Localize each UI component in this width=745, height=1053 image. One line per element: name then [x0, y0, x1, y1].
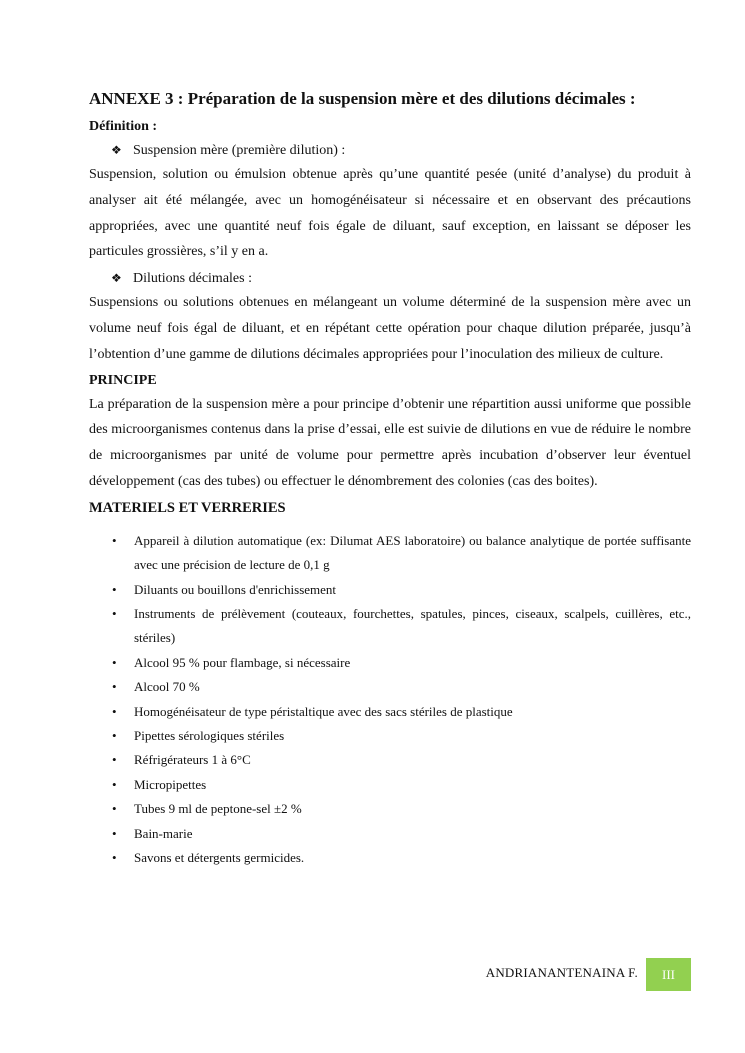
- list-item: • Homogénéisateur de type péristaltique avec des sacs stériles de plastique: [89, 700, 691, 724]
- suspension-mere-text: Suspension, solution ou émulsion obtenue après qu’une quantité pesée (unité d’analyse) du produit à analyser ait été mélangée, avec un homogénéisateur si nécessaire et en observant des précautions appropriées, avec une quantité neuf fois égale de diluant, sauf exception, en laissant se déposer les particules grossières, s’il y en a.: [89, 167, 691, 260]
- round-bullet-icon: •: [112, 825, 117, 841]
- round-bullet-icon: •: [112, 532, 117, 548]
- principe-text: La préparation de la suspension mère a pour principe d’obtenir une répartition aussi uniforme que possible des microorganismes contenus dans la prise d’essai, elle est suivie de dilutions en vue de réduire le nombre de microorganismes par unité de volume pour permettre après incubation d’observer leur éventuel développement (cas des tubes) ou effectuer le dénombrement des colonies (cas des boites).: [89, 396, 691, 489]
- diamond-bullet-icon: ❖: [111, 143, 122, 157]
- page-number-badge: III: [646, 958, 691, 991]
- suspension-mere-label: Suspension mère (première dilution) :: [133, 143, 346, 158]
- principe-heading: PRINCIPE: [89, 372, 157, 388]
- round-bullet-icon: •: [112, 776, 117, 792]
- round-bullet-icon: •: [112, 605, 117, 621]
- dilutions-label: Dilutions décimales :: [133, 271, 252, 287]
- annex-title: ANNEXE 3 : Préparation de la suspension mère et des dilutions décimales :: [89, 89, 636, 108]
- round-bullet-icon: •: [112, 679, 117, 695]
- round-bullet-icon: •: [112, 703, 117, 719]
- round-bullet-icon: •: [112, 801, 117, 817]
- dilutions-text: Suspensions ou solutions obtenues en mélangeant un volume déterminé de la suspension mère avec un volume neuf fois égal de diluant, et en répétant cette opération pour chaque dilution préparée, jusqu’à l’obtention d’une gamme de dilutions décimales appropriées pour l’inoculation des milieux de culture.: [89, 295, 691, 362]
- list-item: • Tubes 9 ml de peptone-sel ±2 %: [89, 797, 691, 821]
- materiels-heading: MATERIELS ET VERRERIES: [89, 499, 286, 516]
- round-bullet-icon: •: [112, 850, 117, 866]
- materiels-list: [89, 529, 691, 871]
- dilutions-heading: [111, 267, 691, 290]
- list-item: • Pipettes sérologiques stériles: [89, 724, 691, 748]
- list-item: • Micropipettes: [89, 773, 691, 797]
- list-item: • Alcool 70 %: [89, 675, 691, 699]
- document-page: [89, 87, 691, 870]
- diamond-bullet-icon: ❖: [111, 271, 122, 286]
- list-item: • Instruments de prélèvement (couteaux, fourchettes, spatules, pinces, ciseaux, scalpels, cuillères, etc., stériles): [89, 602, 691, 651]
- list-item: • Réfrigérateurs 1 à 6°C: [89, 748, 691, 772]
- definition-heading: Définition :: [89, 119, 158, 134]
- list-item: • Appareil à dilution automatique (ex: Dilumat AES laboratoire) ou balance analytique de portée suffisante avec une précision de lecture de 0,1 g: [89, 529, 691, 578]
- list-item: • Bain-marie: [89, 822, 691, 846]
- footer-author: ANDRIANANTENAINA F.: [485, 965, 638, 980]
- round-bullet-icon: •: [112, 728, 117, 744]
- suspension-mere-heading: [111, 139, 691, 162]
- round-bullet-icon: •: [112, 654, 117, 670]
- list-item: • Alcool 95 % pour flambage, si nécessaire: [89, 651, 691, 675]
- round-bullet-icon: •: [112, 581, 117, 597]
- list-item: • Diluants ou bouillons d'enrichissement: [89, 578, 691, 602]
- list-item: • Savons et détergents germicides.: [89, 846, 691, 870]
- round-bullet-icon: •: [112, 752, 117, 768]
